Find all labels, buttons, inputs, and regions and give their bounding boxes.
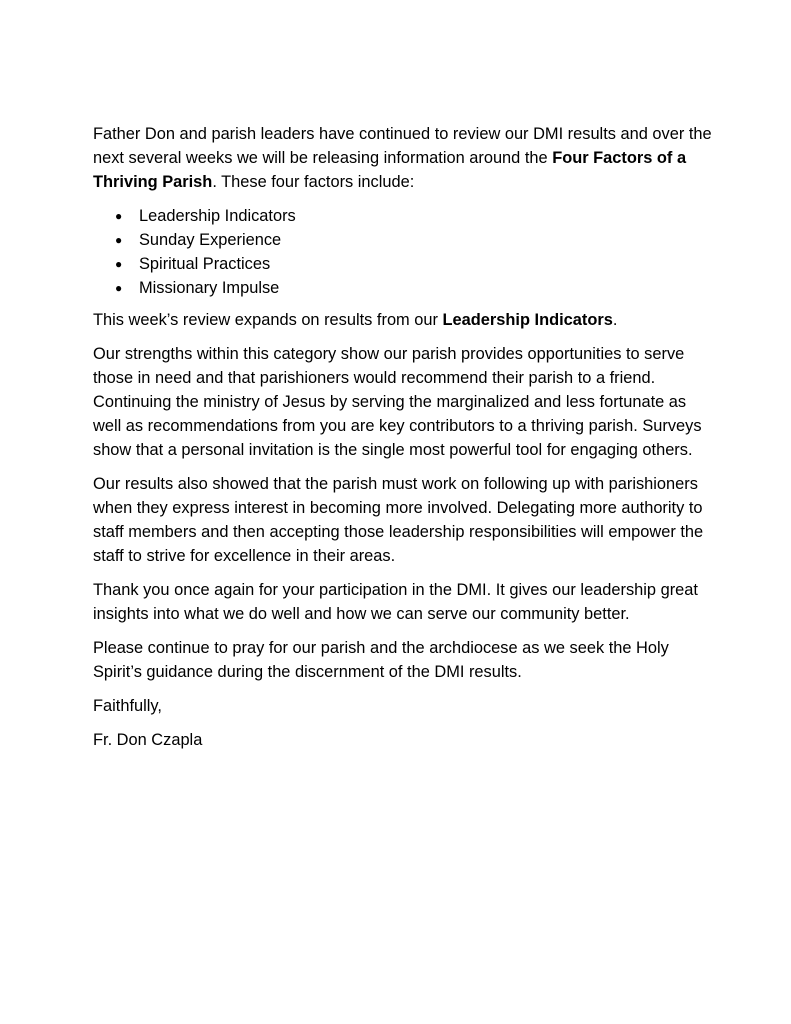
intro-text-end: . These four factors include:: [212, 173, 415, 191]
factors-list: [93, 204, 713, 300]
bullet-icon: ●: [115, 257, 123, 271]
closing-line: Faithfully,: [93, 697, 162, 715]
prayer-paragraph: Please continue to pray for our parish and the archdiocese as we seek the Holy Spirit’s guidance during the discernment of the DMI results.: [93, 639, 669, 681]
bullet-icon: ●: [115, 233, 123, 247]
review-text-end: .: [612, 311, 618, 329]
strengths-paragraph: Our strengths within this category show our parish provides opportunities to serve those in need and that parishioners would recommend their parish to a friend. Continuing the ministry of Jesus by serving the marginalized and less fortunate as well as recommendations from you are key contributors to a thriving parish. Surveys show that a personal invitation is the single most powerful tool for engaging others.: [93, 345, 702, 459]
review-bold-phrase: Leadership Indicators: [442, 311, 613, 329]
review-paragraph: [93, 308, 713, 332]
bullet-icon: ●: [115, 209, 123, 223]
bullet-icon: ●: [115, 281, 123, 295]
factor-label: Spiritual Practices: [139, 255, 271, 273]
factor-label: Sunday Experience: [139, 231, 282, 249]
list-item: [93, 228, 713, 252]
improvements-paragraph: Our results also showed that the parish must work on following up with parishioners when they express interest in becoming more involved. Delegating more authority to staff members and then accepting those leadership responsibilities will empower the staff to strive for excellence in their areas.: [93, 475, 704, 565]
list-item: [93, 252, 713, 276]
thanks-paragraph: Thank you once again for your participation in the DMI. It gives our leadership great insights into what we do well and how we can serve our community better.: [93, 581, 698, 623]
list-item: [93, 204, 713, 228]
factor-label: Missionary Impulse: [139, 279, 280, 297]
review-text: This week’s review expands on results from our: [93, 311, 443, 329]
list-item: [93, 276, 713, 300]
intro-bold-phrase: Four Factors of a Thriving Parish: [93, 149, 687, 191]
intro-text: Father Don and parish leaders have continued to review our DMI results and over the next several weeks we will be releasing information around the: [93, 125, 712, 167]
letter-body: [93, 122, 713, 762]
intro-paragraph: [93, 122, 713, 194]
signature: Fr. Don Czapla: [93, 731, 203, 749]
factor-label: Leadership Indicators: [139, 207, 296, 225]
